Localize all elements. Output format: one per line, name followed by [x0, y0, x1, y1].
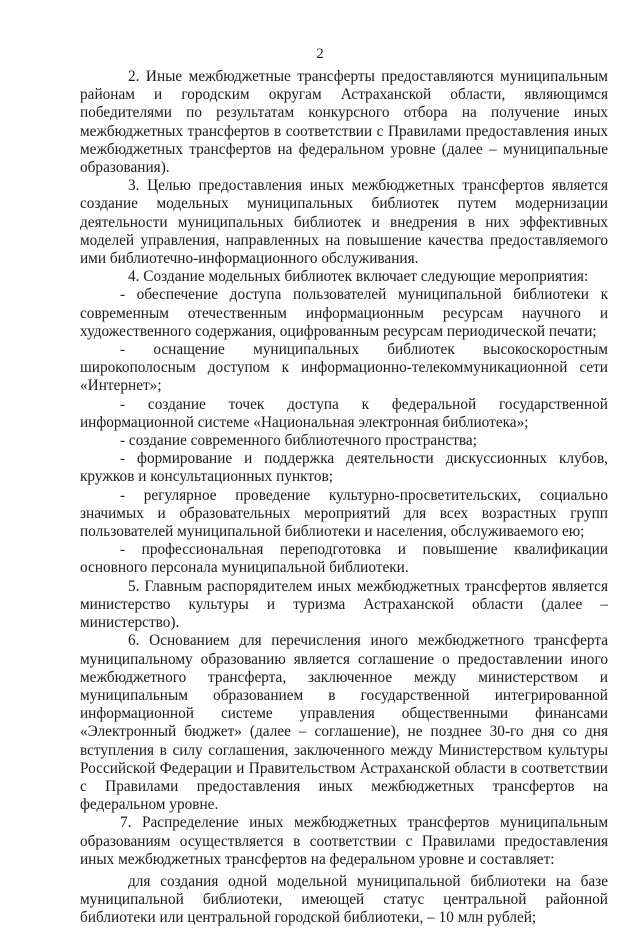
document-body	[80, 68, 608, 928]
paragraph-4: 4. Создание модельных библиотек включает следующие мероприятия:	[128, 268, 589, 286]
page-number: 2	[316, 46, 324, 62]
paragraph-7-allocation: для создания одной модельной муниципальной библиотеки на базе муниципальной библиотеки, имеющей статус центральной районной библиотеки или центральной городской библиотеки, – 10 млн рублей;	[80, 872, 608, 927]
list-item-events: - регулярное проведение культурно-просветительских, социально значимых и образовательных мероприятий для всех возрастных групп пользователей муниципальной библиотеки и населения, обслуживаемого ею;	[80, 486, 608, 541]
list-item-library-space: - создание современного библиотечного пространства;	[120, 432, 477, 450]
list-item-clubs: - формирование и поддержка деятельности дискуссионных клубов, кружков и консультационных пунктов;	[80, 450, 608, 486]
paragraph-3: 3. Целью предоставления иных межбюджетных трансфертов является создание модельных муниципальных библиотек путем модернизации деятельности муниципальных библиотек и внедрения в них эффективных моделей управления, направленных на повышение качества предоставляемого ими библиотечно-информационного обслуживания.	[80, 177, 608, 268]
paragraph-5: 5. Главным распорядителем иных межбюджетных трансфертов является министерство культуры и туризма Астраханской области (далее – министерство).	[80, 577, 608, 632]
list-item-access-points: - создание точек доступа к федеральной государственной информационной системе «Национальная электронная библиотека»;	[80, 395, 608, 431]
paragraph-2: 2. Иные межбюджетные трансферты предоставляются муниципальным районам и городским округам Астраханской области, являющимся победителями по результатам конкурсного отбора на получение иных межбюджетных трансфертов в соответствии с Правилами предоставления иных межбюджетных трансфертов на федеральном уровне (далее – муниципальные образования).	[80, 68, 608, 177]
paragraph-7: 7. Распределение иных межбюджетных трансфертов муниципальным образованиям осуществляется в соответствии с Правилами предоставления иных межбюджетных трансфертов на федеральном уровне и составляет:	[80, 814, 608, 868]
list-item-broadband: - оснащение муниципальных библиотек высокоскоростным широкополосным доступом к информационно-телекоммуникационной сети «Интернет»;	[80, 341, 608, 395]
list-item-access: - обеспечение доступа пользователей муниципальной библиотеки к современным отечественным информационным ресурсам научного и художественного содержания, оцифрованным ресурсам периодической печати;	[80, 286, 608, 340]
paragraph-6: 6. Основанием для перечисления иного межбюджетного трансферта муниципальному образованию является соглашение о предоставлении иного межбюджетного трансферта, заключенное между министерством и муниципальным образованием в государственной интегрированной информационной системе управления общественными финансами «Электронный бюджет» (далее – соглашение), не позднее 30-го дня со дня вступления в силу соглашения, заключенного между Министерством культуры Российской Федерации и Правительством Астраханской области в соответствии с Правилами предоставления иных межбюджетных трансфертов на федеральном уровне.	[80, 632, 608, 814]
list-item-training: - профессиональная переподготовка и повышение квалификации основного персонала муниципальной библиотеки.	[80, 541, 608, 577]
